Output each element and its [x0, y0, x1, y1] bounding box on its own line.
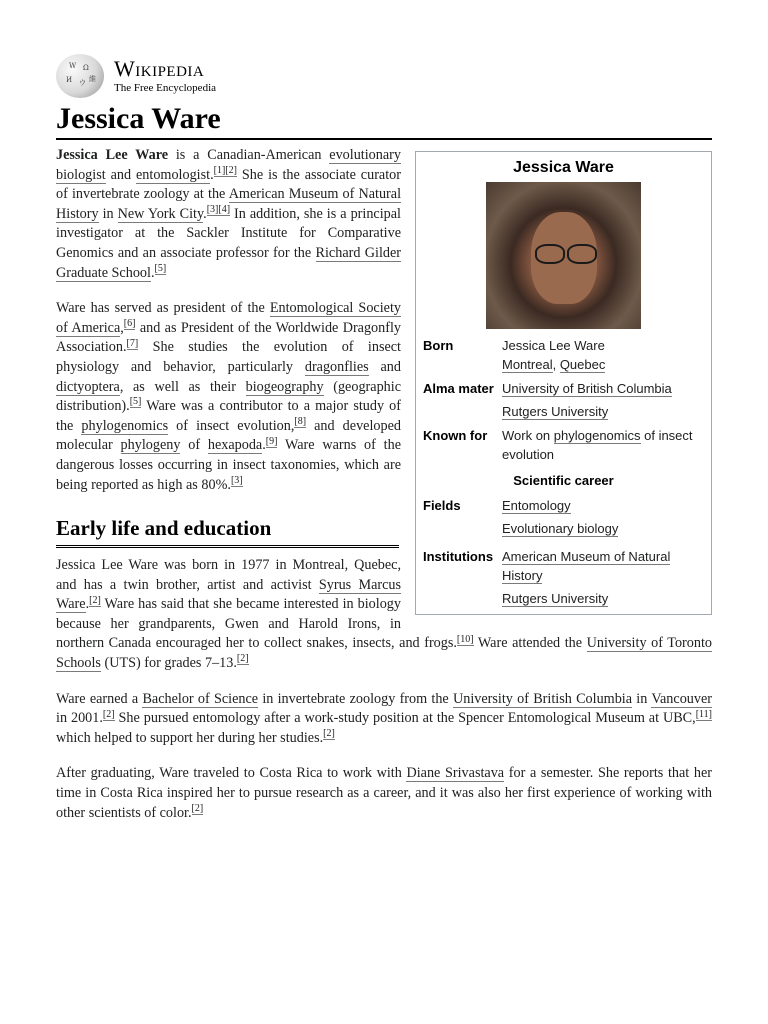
infobox-career-heading: Scientific career — [513, 473, 614, 488]
globe-glyph: И — [66, 76, 73, 84]
text: in invertebrate zoology from the — [258, 690, 453, 707]
citation[interactable]: [2] — [102, 708, 115, 720]
link-dragonflies[interactable]: dragonflies — [304, 358, 369, 375]
born-value — [502, 336, 705, 374]
text: in 2001. — [56, 710, 103, 727]
text: and as President of the Worldwide Dragonfly Association. — [56, 319, 402, 356]
text: After graduating, Ware traveled to Costa Rica to work with — [56, 765, 407, 782]
citation[interactable]: [9] — [265, 435, 278, 447]
text: of — [180, 437, 208, 454]
alma-link[interactable]: Rutgers University — [502, 404, 609, 419]
institutions-value — [502, 547, 705, 608]
link-entomologist[interactable]: entomologist — [135, 166, 211, 183]
known-value — [502, 426, 705, 464]
text: for a semester. She reports that her time in Costa Rica inspired her to pursue research as a career, and it was also her first experience of working with other scientists of color. — [56, 765, 712, 821]
institutions-label: Institutions — [423, 549, 494, 564]
citation[interactable]: [3] — [230, 474, 243, 486]
text: . — [150, 264, 155, 281]
born-region-link[interactable]: Quebec — [559, 357, 606, 372]
text: and developed molecular — [56, 417, 401, 454]
early-life-paragraph-3 — [56, 764, 712, 823]
institution-link[interactable]: Rutgers University — [502, 591, 609, 606]
link-uts[interactable]: University of Toronto Schools — [56, 635, 712, 672]
citation[interactable]: [7] — [126, 337, 139, 349]
text: . — [85, 596, 90, 613]
citation[interactable]: [2] — [89, 594, 101, 606]
infobox — [415, 151, 712, 615]
text: is a Canadian-American — [168, 147, 330, 163]
text: , — [120, 319, 124, 336]
text: She studies the evolution of insect physiology and behavior, particularly — [56, 339, 401, 375]
link-diane-srivastava[interactable]: Diane Srivastava — [406, 765, 505, 782]
link-amnh[interactable]: American Museum of Natural History — [56, 186, 402, 222]
text: which helped to support her during her studies. — [56, 729, 324, 746]
infobox-row-fields — [416, 493, 711, 540]
text: She is the associate curator of invertebrate zoology at the — [56, 166, 401, 203]
article-page — [56, 52, 712, 839]
text: and — [368, 358, 401, 375]
link-biogeography[interactable]: biogeography — [245, 378, 324, 395]
link-new-york-city[interactable]: New York City — [117, 205, 204, 222]
alma-link[interactable]: University of British Columbia — [502, 381, 672, 396]
citation[interactable]: [5] — [154, 262, 167, 274]
known-label: Known for — [423, 428, 488, 443]
section-heading-early-life: Early life and education — [56, 515, 399, 548]
text: Ware earned a — [56, 690, 143, 707]
citation[interactable]: [1] — [213, 164, 226, 176]
globe-glyph: W — [69, 62, 77, 70]
globe-glyph: 維 — [89, 75, 96, 83]
text: in — [98, 205, 118, 222]
link-vancouver[interactable]: Vancouver — [651, 690, 712, 707]
text: She pursued entomology after a work-study position at the Spencer Entomological Museum at UBC, — [114, 710, 696, 727]
text: . — [210, 166, 214, 183]
text: Ware has served as president of the — [56, 300, 270, 317]
citation[interactable]: [8] — [294, 415, 307, 427]
born-name: Jessica Lee Ware — [502, 338, 605, 353]
subject-name: Jessica Lee Ware — [56, 147, 169, 163]
text: (geographic distribution). — [56, 378, 401, 415]
citation[interactable]: [11] — [695, 708, 712, 720]
citation[interactable]: [2] — [225, 164, 237, 176]
link-phylogenomics[interactable]: phylogenomics — [81, 417, 169, 434]
text: , as well as their — [119, 378, 246, 395]
known-text: Work on — [502, 428, 554, 443]
alma-label: Alma mater — [423, 381, 494, 396]
text: In addition, she is a principal investigator at the Sackler Institute for Comparative Genomics and an associate professor for the — [56, 205, 401, 261]
text: . — [262, 437, 266, 454]
born-place — [502, 355, 705, 374]
citation[interactable]: [3] — [206, 204, 219, 216]
link-bachelor-of-science[interactable]: Bachelor of Science — [142, 690, 259, 707]
infobox-row-known-for — [416, 423, 711, 466]
page-title: Jessica Ware — [56, 102, 712, 140]
alma-value — [502, 379, 705, 421]
wordmark-title: Wikipedia — [114, 56, 205, 81]
link-hexapoda[interactable]: hexapoda — [207, 437, 263, 454]
citation[interactable]: [2] — [323, 728, 335, 740]
globe-glyph: ウ — [79, 79, 86, 87]
infobox-row-institutions — [416, 544, 711, 610]
text: in — [632, 690, 652, 707]
link-richard-gilder[interactable]: Richard Gilder Graduate School — [56, 244, 402, 281]
born-label: Born — [423, 338, 454, 353]
text: Ware was a contributor to a major study of the — [56, 398, 401, 434]
text: . — [203, 205, 207, 222]
fields-label: Fields — [423, 498, 461, 513]
link-evolutionary-biologist[interactable]: evolutionary biologist — [56, 147, 401, 183]
field-link[interactable]: Evolutionary biology — [502, 521, 619, 536]
wikipedia-logo[interactable] — [56, 52, 712, 100]
citation[interactable]: [2] — [236, 653, 249, 665]
known-link[interactable]: phylogenomics — [553, 428, 641, 443]
wordmark-subtitle: The Free Encyclopedia — [114, 82, 217, 94]
infobox-row-alma-mater — [416, 376, 711, 423]
infobox-title: Jessica Ware — [513, 159, 614, 176]
link-syrus-marcus-ware[interactable]: Syrus Marcus Ware — [56, 576, 402, 613]
link-ubc[interactable]: University of British Columbia — [452, 690, 633, 707]
field-link[interactable]: Entomology — [502, 498, 571, 513]
portrait-photo[interactable] — [486, 182, 641, 329]
fields-value — [502, 496, 705, 538]
text: Ware warns of the dangerous losses occurring in insect taxonomies, which are being reported as high as 80%. — [56, 437, 401, 493]
citation[interactable]: [4] — [218, 204, 231, 216]
link-phylogeny[interactable]: phylogeny — [120, 437, 181, 454]
citation[interactable]: [10] — [456, 633, 474, 645]
early-life-paragraph-2 — [56, 690, 712, 749]
text: Ware has said that she became interested in biology because her grandparents, Gwen and Harold Irons, in northern Canada encouraged her to collect snakes, insects, and frogs. — [56, 596, 457, 652]
citation[interactable]: [5] — [129, 396, 142, 408]
text: and — [105, 166, 136, 183]
text: Jessica Lee Ware was born in 1977 in Montreal, Quebec, and has a twin brother, artist and activist — [56, 557, 401, 593]
born-place-sep: , — [552, 357, 560, 372]
globe-glyph: Ω — [83, 64, 89, 72]
link-dictyoptera[interactable]: dictyoptera — [56, 378, 120, 395]
citation[interactable]: [2] — [191, 802, 204, 814]
institution-link[interactable]: American Museum of Natural History — [502, 549, 671, 583]
infobox-row-born — [416, 333, 711, 376]
born-city-link[interactable]: Montreal — [502, 357, 553, 372]
article-content — [56, 146, 712, 823]
wikipedia-wordmark — [114, 58, 216, 94]
link-entomological-society[interactable]: Entomological Society of America — [56, 300, 401, 336]
portrait-glasses — [531, 244, 597, 260]
text: Ware attended the — [473, 635, 587, 652]
known-text: of insect evolution — [502, 428, 693, 462]
text: of insect evolution, — [168, 417, 295, 434]
citation[interactable]: [6] — [123, 318, 136, 330]
text: (UTS) for grades 7–13. — [100, 655, 237, 672]
wikipedia-globe-icon — [56, 54, 104, 98]
